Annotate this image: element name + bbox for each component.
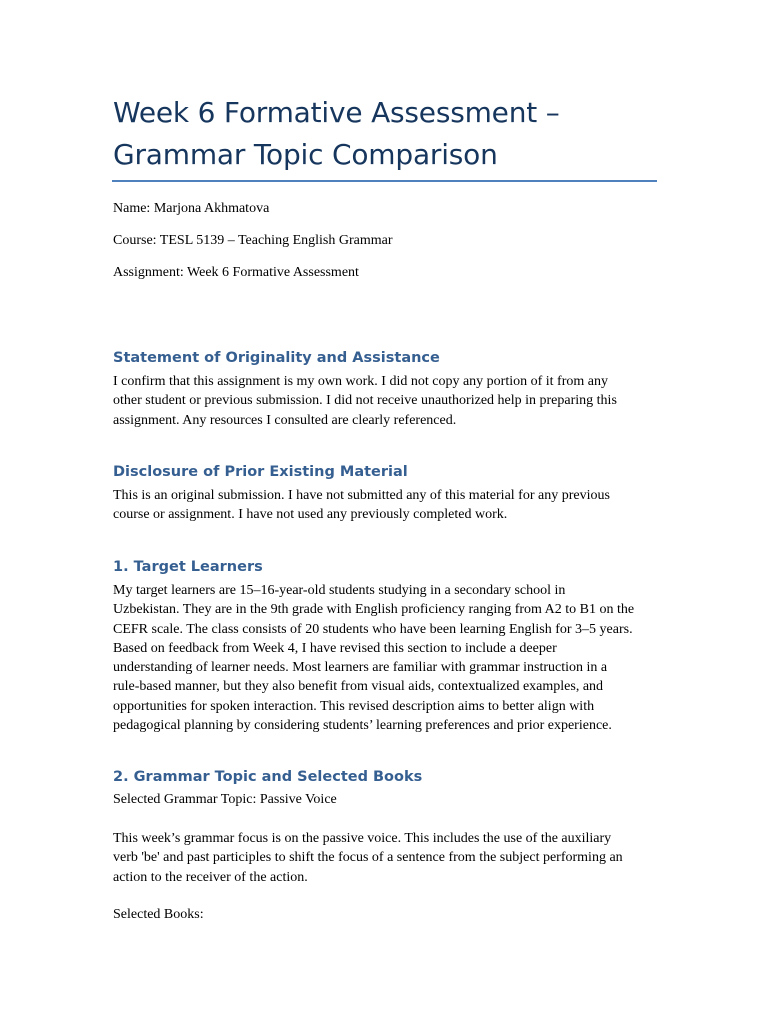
title-line-1: Week 6 Formative Assessment – [113,96,560,129]
paragraph-line: understanding of learner needs. Most learners are familiar with grammar instruction in a [113,660,608,676]
paragraph-line: This is an original submission. I have not submitted any of this material for any previous [113,488,610,503]
paragraph-line: Uzbekistan. They are in the 9th grade with English proficiency ranging from A2 to B1 on the [113,602,635,618]
title-underline [112,180,657,182]
selected-books-label: Selected Books: [113,907,204,922]
paragraph-line: course or assignment. I have not used any previously completed work. [113,507,508,523]
paragraph-line: CEFR scale. The class consists of 20 students who have been learning English for 3–5 years. [113,621,633,637]
disclosure-heading: Disclosure of Prior Existing Material [113,464,408,480]
paragraph-line: assignment. Any resources I consulted are clearly referenced. [113,412,457,428]
originality-paragraph [113,372,658,430]
paragraph-line: rule-based manner, but they also benefit from visual aids, contextualized examples, and [113,679,604,695]
grammar-topic-heading: 2. Grammar Topic and Selected Books [113,769,423,785]
assignment-line: Assignment: Week 6 Formative Assessment [113,265,359,280]
originality-heading: Statement of Originality and Assistance [113,350,440,366]
disclosure-paragraph [113,486,658,525]
grammar-topic-paragraph [113,829,658,887]
paragraph-line: verb 'be' and past participles to shift the focus of a sentence from the subject performing an [113,850,623,866]
paragraph-line: I confirm that this assignment is my own work. I did not copy any portion of it from any [113,374,608,389]
paragraph-line: My target learners are 15–16-year-old students studying in a secondary school in [113,583,566,598]
target-learners-heading: 1. Target Learners [113,559,263,575]
paragraph-line: pedagogical planning by considering students’ learning preferences and prior experience. [113,718,612,734]
document-title [113,92,673,176]
name-line: Name: Marjona Akhmatova [113,201,270,216]
selected-topic-line: Selected Grammar Topic: Passive Voice [113,792,337,807]
paragraph-line: Based on feedback from Week 4, I have revised this section to include a deeper [113,640,557,656]
paragraph-line: This week’s grammar focus is on the passive voice. This includes the use of the auxiliary [113,831,612,846]
paragraph-line: action to the receiver of the action. [113,869,308,885]
course-line: Course: TESL 5139 – Teaching English Grammar [113,233,393,248]
paragraph-line: other student or previous submission. I did not receive unauthorized help in preparing this [113,393,617,409]
title-line-2: Grammar Topic Comparison [113,138,498,171]
target-learners-paragraph [113,581,658,735]
paragraph-line: opportunities for spoken interaction. This revised description aims to better align with [113,698,595,714]
